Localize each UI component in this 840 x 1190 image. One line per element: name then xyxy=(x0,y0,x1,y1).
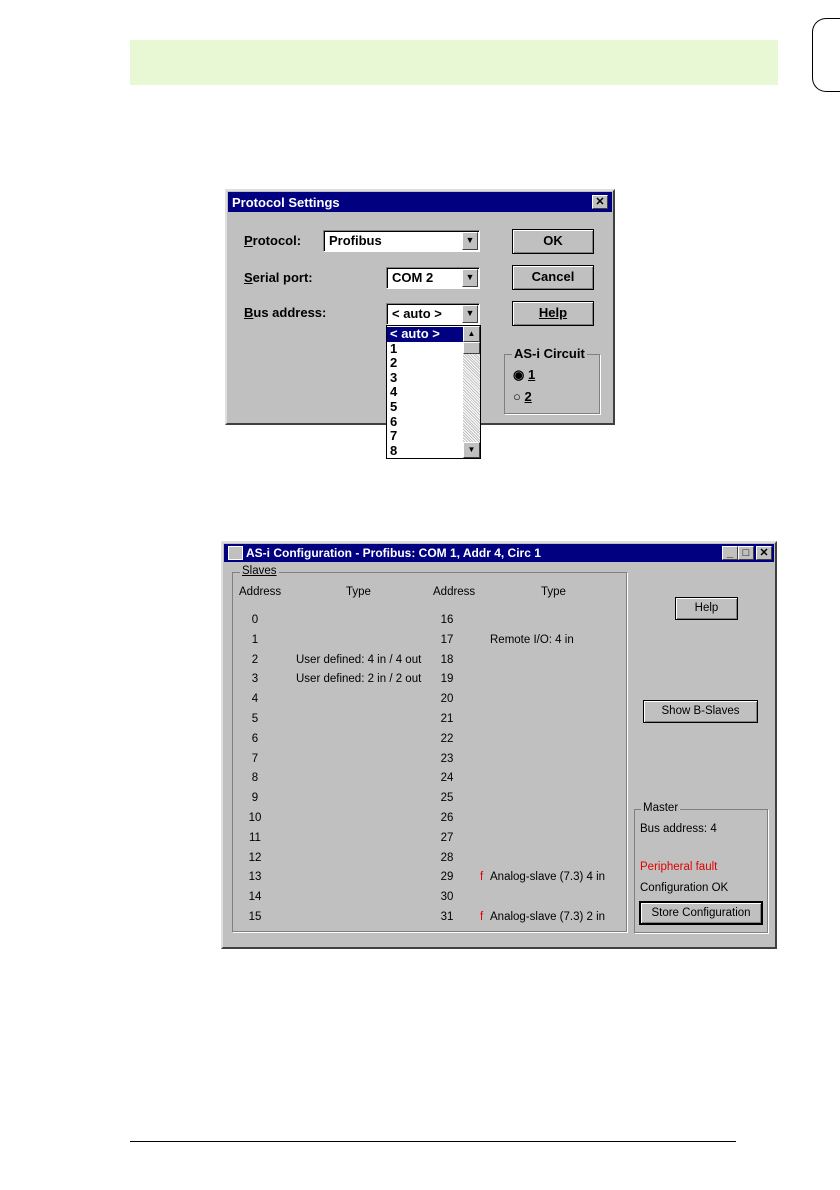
slave-address: 18 xyxy=(440,653,454,666)
slave-type: User defined: 4 in / 4 out xyxy=(296,653,422,666)
slave-type: Analog-slave (7.3) 4 in xyxy=(490,871,606,884)
close-icon[interactable]: ✕ xyxy=(756,546,772,560)
circuit-option-label: 1 xyxy=(527,367,536,382)
slave-address: 6 xyxy=(251,732,259,745)
ok-button[interactable]: OK xyxy=(512,229,594,254)
protocol-value: Profibus xyxy=(329,233,382,248)
chevron-down-icon[interactable]: ▼ xyxy=(462,269,478,287)
slave-address: 24 xyxy=(440,772,454,785)
show-b-slaves-label: Show B-Slaves xyxy=(661,705,740,717)
slave-address: 14 xyxy=(248,891,262,904)
radio-unchecked-icon: ○ xyxy=(513,389,521,404)
slave-address: 11 xyxy=(249,831,261,844)
peripheral-fault-status: Peripheral fault xyxy=(640,861,718,873)
protocol-select[interactable] xyxy=(323,230,480,252)
slave-address: 28 xyxy=(440,851,454,864)
bus-address-dropdown-list xyxy=(386,325,481,459)
slave-address: 27 xyxy=(440,831,454,844)
list-item[interactable]: 3 xyxy=(390,369,398,385)
store-configuration-label: Store Configuration xyxy=(651,907,751,919)
slave-address: 4 xyxy=(251,693,259,706)
slave-address: 2 xyxy=(251,653,259,666)
fault-flag: f xyxy=(480,871,484,884)
slave-address: 26 xyxy=(440,812,454,824)
serial-port-value: COM 2 xyxy=(392,270,434,285)
as-i-circuit-group xyxy=(504,354,600,414)
chevron-down-icon[interactable]: ▼ xyxy=(462,232,478,250)
maximize-icon[interactable]: □ xyxy=(738,546,754,560)
close-icon[interactable]: ✕ xyxy=(592,195,608,209)
radio-checked-icon: ◉ xyxy=(513,367,525,382)
list-item[interactable]: 5 xyxy=(390,398,398,414)
slave-address: 8 xyxy=(251,772,259,785)
window-menu-icon[interactable] xyxy=(228,546,243,560)
help-button[interactable]: Help xyxy=(512,301,594,326)
scroll-up-icon[interactable]: ▲ xyxy=(463,326,480,342)
slave-address: 23 xyxy=(440,752,454,765)
cancel-button[interactable]: Cancel xyxy=(512,265,594,290)
type-header-left: Type xyxy=(346,586,371,598)
protocol-label: Protocol: xyxy=(244,233,302,248)
slave-address: 3 xyxy=(251,673,259,686)
slave-address: 22 xyxy=(440,732,454,745)
slave-address: 25 xyxy=(440,792,454,805)
chevron-down-icon[interactable]: ▼ xyxy=(462,305,478,323)
slave-address: 21 xyxy=(440,713,454,725)
slave-address: 5 xyxy=(251,713,259,725)
master-bus-address: Bus address: 4 xyxy=(640,823,717,835)
list-item[interactable]: 8 xyxy=(390,442,398,458)
bus-address-select[interactable] xyxy=(386,303,480,325)
show-b-slaves-button[interactable] xyxy=(643,700,758,723)
bus-address-value: < auto > xyxy=(392,306,442,321)
list-item[interactable]: 4 xyxy=(390,384,398,400)
header-band xyxy=(130,40,778,85)
address-header-right: Address xyxy=(433,586,476,598)
slave-address: 7 xyxy=(251,752,259,765)
slave-address: 12 xyxy=(248,851,262,864)
slave-address: 15 xyxy=(248,911,262,923)
config-window-title: AS-i Configuration - Profibus: COM 1, Addr 4, Circ 1 xyxy=(246,546,541,560)
protocol-dialog-title: Protocol Settings xyxy=(232,195,340,210)
circuit-option-label: 2 xyxy=(524,389,532,404)
slaves-group-title: Slaves xyxy=(242,565,277,577)
slave-address: 13 xyxy=(248,871,262,884)
slave-address: 17 xyxy=(440,633,454,646)
type-header-right: Type xyxy=(541,586,566,598)
bus-address-label: Bus address: xyxy=(244,305,327,320)
config-window-titlebar xyxy=(224,544,774,562)
list-item[interactable]: 2 xyxy=(390,355,398,371)
fault-flag: f xyxy=(480,911,484,923)
slave-address: 29 xyxy=(440,871,454,884)
circuit-radio-1[interactable] xyxy=(513,367,535,383)
minimize-icon[interactable]: _ xyxy=(722,546,738,560)
slave-address: 20 xyxy=(440,693,454,706)
address-header-left: Address xyxy=(239,586,282,598)
serial-port-label: Serial port: xyxy=(244,270,313,285)
slave-address: 19 xyxy=(440,673,454,686)
help-button[interactable] xyxy=(675,597,738,620)
slave-address: 1 xyxy=(251,633,259,646)
scrollbar[interactable] xyxy=(463,326,480,458)
circuit-radio-2[interactable] xyxy=(513,389,532,404)
slave-address: 0 xyxy=(251,614,259,626)
list-item[interactable]: 1 xyxy=(390,340,398,356)
slave-address: 16 xyxy=(440,614,454,626)
scroll-thumb[interactable] xyxy=(463,342,480,354)
list-item[interactable]: < auto > xyxy=(387,327,463,342)
slave-type: User defined: 2 in / 2 out xyxy=(296,673,422,686)
slave-address: 31 xyxy=(440,911,454,923)
configuration-status: Configuration OK xyxy=(640,882,729,894)
as-i-circuit-title: AS-i Circuit xyxy=(514,346,585,361)
protocol-dialog-titlebar xyxy=(228,192,612,212)
slave-type: Remote I/O: 4 in xyxy=(490,633,574,646)
scroll-down-icon[interactable]: ▼ xyxy=(463,442,480,458)
footer-rule xyxy=(130,1141,736,1142)
list-item[interactable]: 7 xyxy=(390,428,398,444)
side-tab xyxy=(812,18,840,92)
help-button-label: Help xyxy=(694,602,719,614)
slave-address: 10 xyxy=(248,812,262,824)
slave-type: Analog-slave (7.3) 2 in xyxy=(490,911,606,923)
list-item[interactable]: 6 xyxy=(390,413,398,429)
master-group-title: Master xyxy=(643,802,679,814)
slave-address: 30 xyxy=(440,891,454,904)
store-configuration-button[interactable] xyxy=(640,902,762,924)
slave-address: 9 xyxy=(251,792,259,805)
serial-port-select[interactable] xyxy=(386,267,480,289)
